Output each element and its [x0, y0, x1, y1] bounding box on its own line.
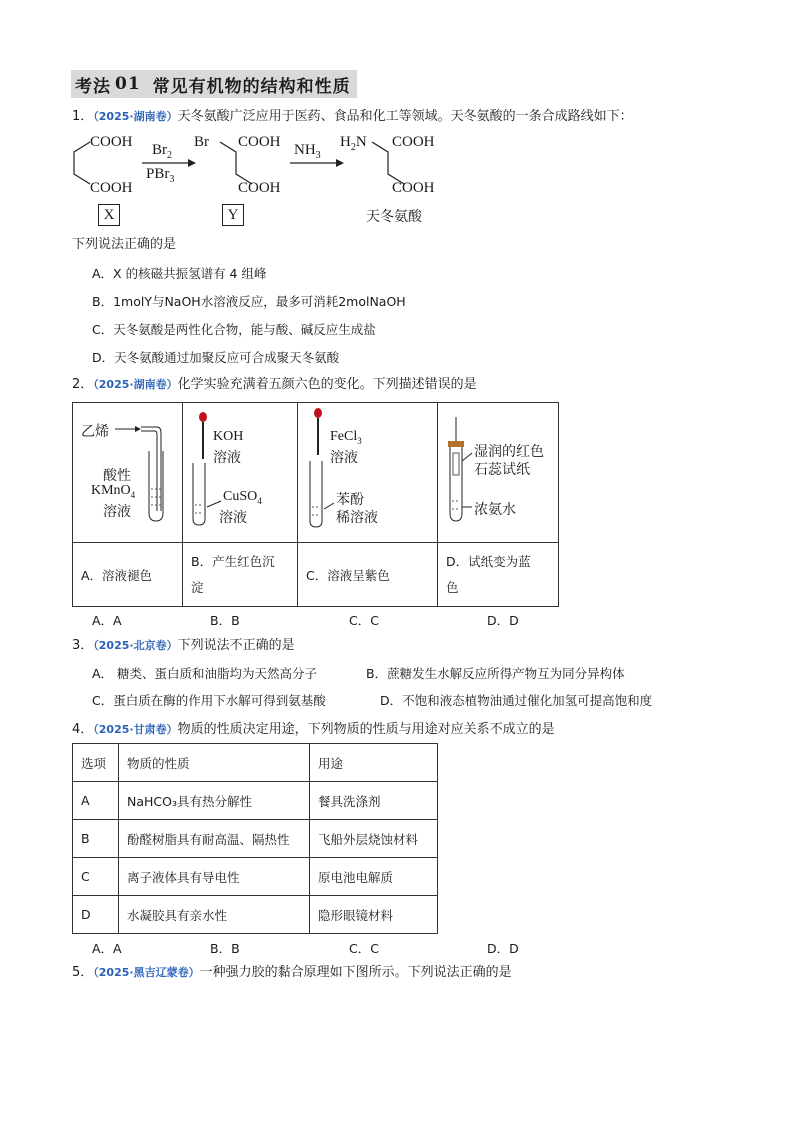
experiment-cell-a: 乙烯 酸性 KMnO$_4$ 溶液: [73, 403, 183, 543]
product-nh2: $H_2N$: [340, 134, 367, 153]
q1-option-c: C．天冬氨酸是两性化合物，能与酸、碱反应生成盐: [92, 322, 376, 337]
q4-choice-b: B．B: [210, 941, 240, 956]
product-label: 天冬氨酸: [366, 209, 422, 225]
q4-choice-c: C．C: [349, 941, 379, 956]
reagent-nh3: $NH_3$: [294, 142, 321, 161]
question-5-stem: 5．（2025·黑吉辽蒙卷）一种强力胶的黏合原理如下图所示。下列说法正确的是: [72, 965, 512, 980]
product-cooh-bottom: COOH: [392, 180, 435, 196]
q3-option-d: D．不饱和液态植物油通过催化加氢可提高饱和度: [380, 693, 653, 708]
q2-choice-b: B．B: [210, 613, 240, 628]
q1-option-b: B．1molY与NaOH水溶液反应，最多可消耗2molNaOH: [92, 294, 406, 309]
table-header: 物质的性质: [119, 744, 310, 782]
answer-cell-b: B．产生红色沉 淀: [183, 543, 298, 607]
q3-option-a: A． 糖类、蛋白质和油脂均为天然高分子: [92, 666, 318, 681]
q2-choice-d: D．D: [487, 613, 519, 628]
experiment-cell-d: 湿润的红色 石蕊试纸 浓氨水: [438, 403, 559, 543]
x-cooh-top: COOH: [90, 134, 133, 150]
table-row: B 酚醛树脂具有耐高温、隔热性 飞船外层烧蚀材料: [73, 820, 438, 858]
question-4-stem: 4．（2025·甘肃卷）物质的性质决定用途，下列物质的性质与用途对应关系不成立的是: [72, 722, 555, 737]
q1-option-d: D．天冬氨酸通过加聚反应可合成聚天冬氨酸: [92, 350, 340, 365]
section-number: 01: [115, 74, 141, 94]
q4-choice-a: A．A: [92, 941, 122, 956]
table-row: A NaHCO₃具有热分解性 餐具洗涤剂: [73, 782, 438, 820]
question-text: 天冬氨酸广泛应用于医药、食品和化工等领域。天冬氨酸的一条合成路线如下：: [177, 109, 633, 124]
question-number: 1．: [72, 109, 94, 124]
y-cooh-top: COOH: [238, 134, 281, 150]
reagent-br2: $Br_2$: [152, 142, 172, 161]
y-cooh-bottom: COOH: [238, 180, 281, 196]
property-use-table: [72, 743, 438, 934]
table-row: D 水凝胶具有亲水性 隐形眼镜材料: [73, 896, 438, 934]
q2-choice-a: A．A: [92, 613, 122, 628]
table-header: 用途: [310, 744, 438, 782]
question-source: （2025·湖南卷）: [93, 110, 178, 123]
q3-option-c: C．蛋白质在酶的作用下水解可得到氨基酸: [92, 693, 326, 708]
experiment-cell-b: KOH 溶液 CuSO$_4$ 溶液: [183, 403, 298, 543]
answer-cell-a: A．溶液褪色: [73, 543, 183, 607]
question-2-stem: 2．（2025·湖南卷）化学实验充满着五颜六色的变化。下列描述错误的是: [72, 377, 477, 392]
synthesis-scheme: [70, 130, 490, 230]
table-row: C 离子液体具有导电性 原电池电解质: [73, 858, 438, 896]
answer-cell-c: C．溶液呈紫色: [298, 543, 438, 607]
section-title: [71, 70, 357, 98]
question-3-stem: 3．（2025·北京卷）下列说法不正确的是: [72, 638, 295, 653]
y-label: Y: [222, 204, 244, 226]
question-1-prompt: 下列说法正确的是: [72, 237, 177, 252]
experiment-table: [72, 402, 559, 607]
reagent-pbr3: PBr$_3$: [146, 166, 175, 185]
q2-choice-c: C．C: [349, 613, 379, 628]
x-cooh-bottom: COOH: [90, 180, 133, 196]
q1-option-a: A．X 的核磁共振氢谱有 4 组峰: [92, 266, 267, 281]
experiment-cell-c: FeCl$_3$ 溶液 苯酚 稀溶液: [298, 403, 438, 543]
table-header: 选项: [73, 744, 119, 782]
product-cooh-top: COOH: [392, 134, 435, 150]
section-heading: 常见有机物的结构和性质: [152, 76, 351, 97]
x-label: X: [98, 204, 120, 226]
y-br: Br: [194, 134, 209, 150]
question-1-stem: [72, 108, 633, 126]
answer-cell-d: D．试纸变为蓝 色: [438, 543, 559, 607]
q4-choice-d: D．D: [487, 941, 519, 956]
section-prefix: 考法: [75, 76, 111, 97]
q3-option-b: B．蔗糖发生水解反应所得产物互为同分异构体: [366, 666, 625, 681]
